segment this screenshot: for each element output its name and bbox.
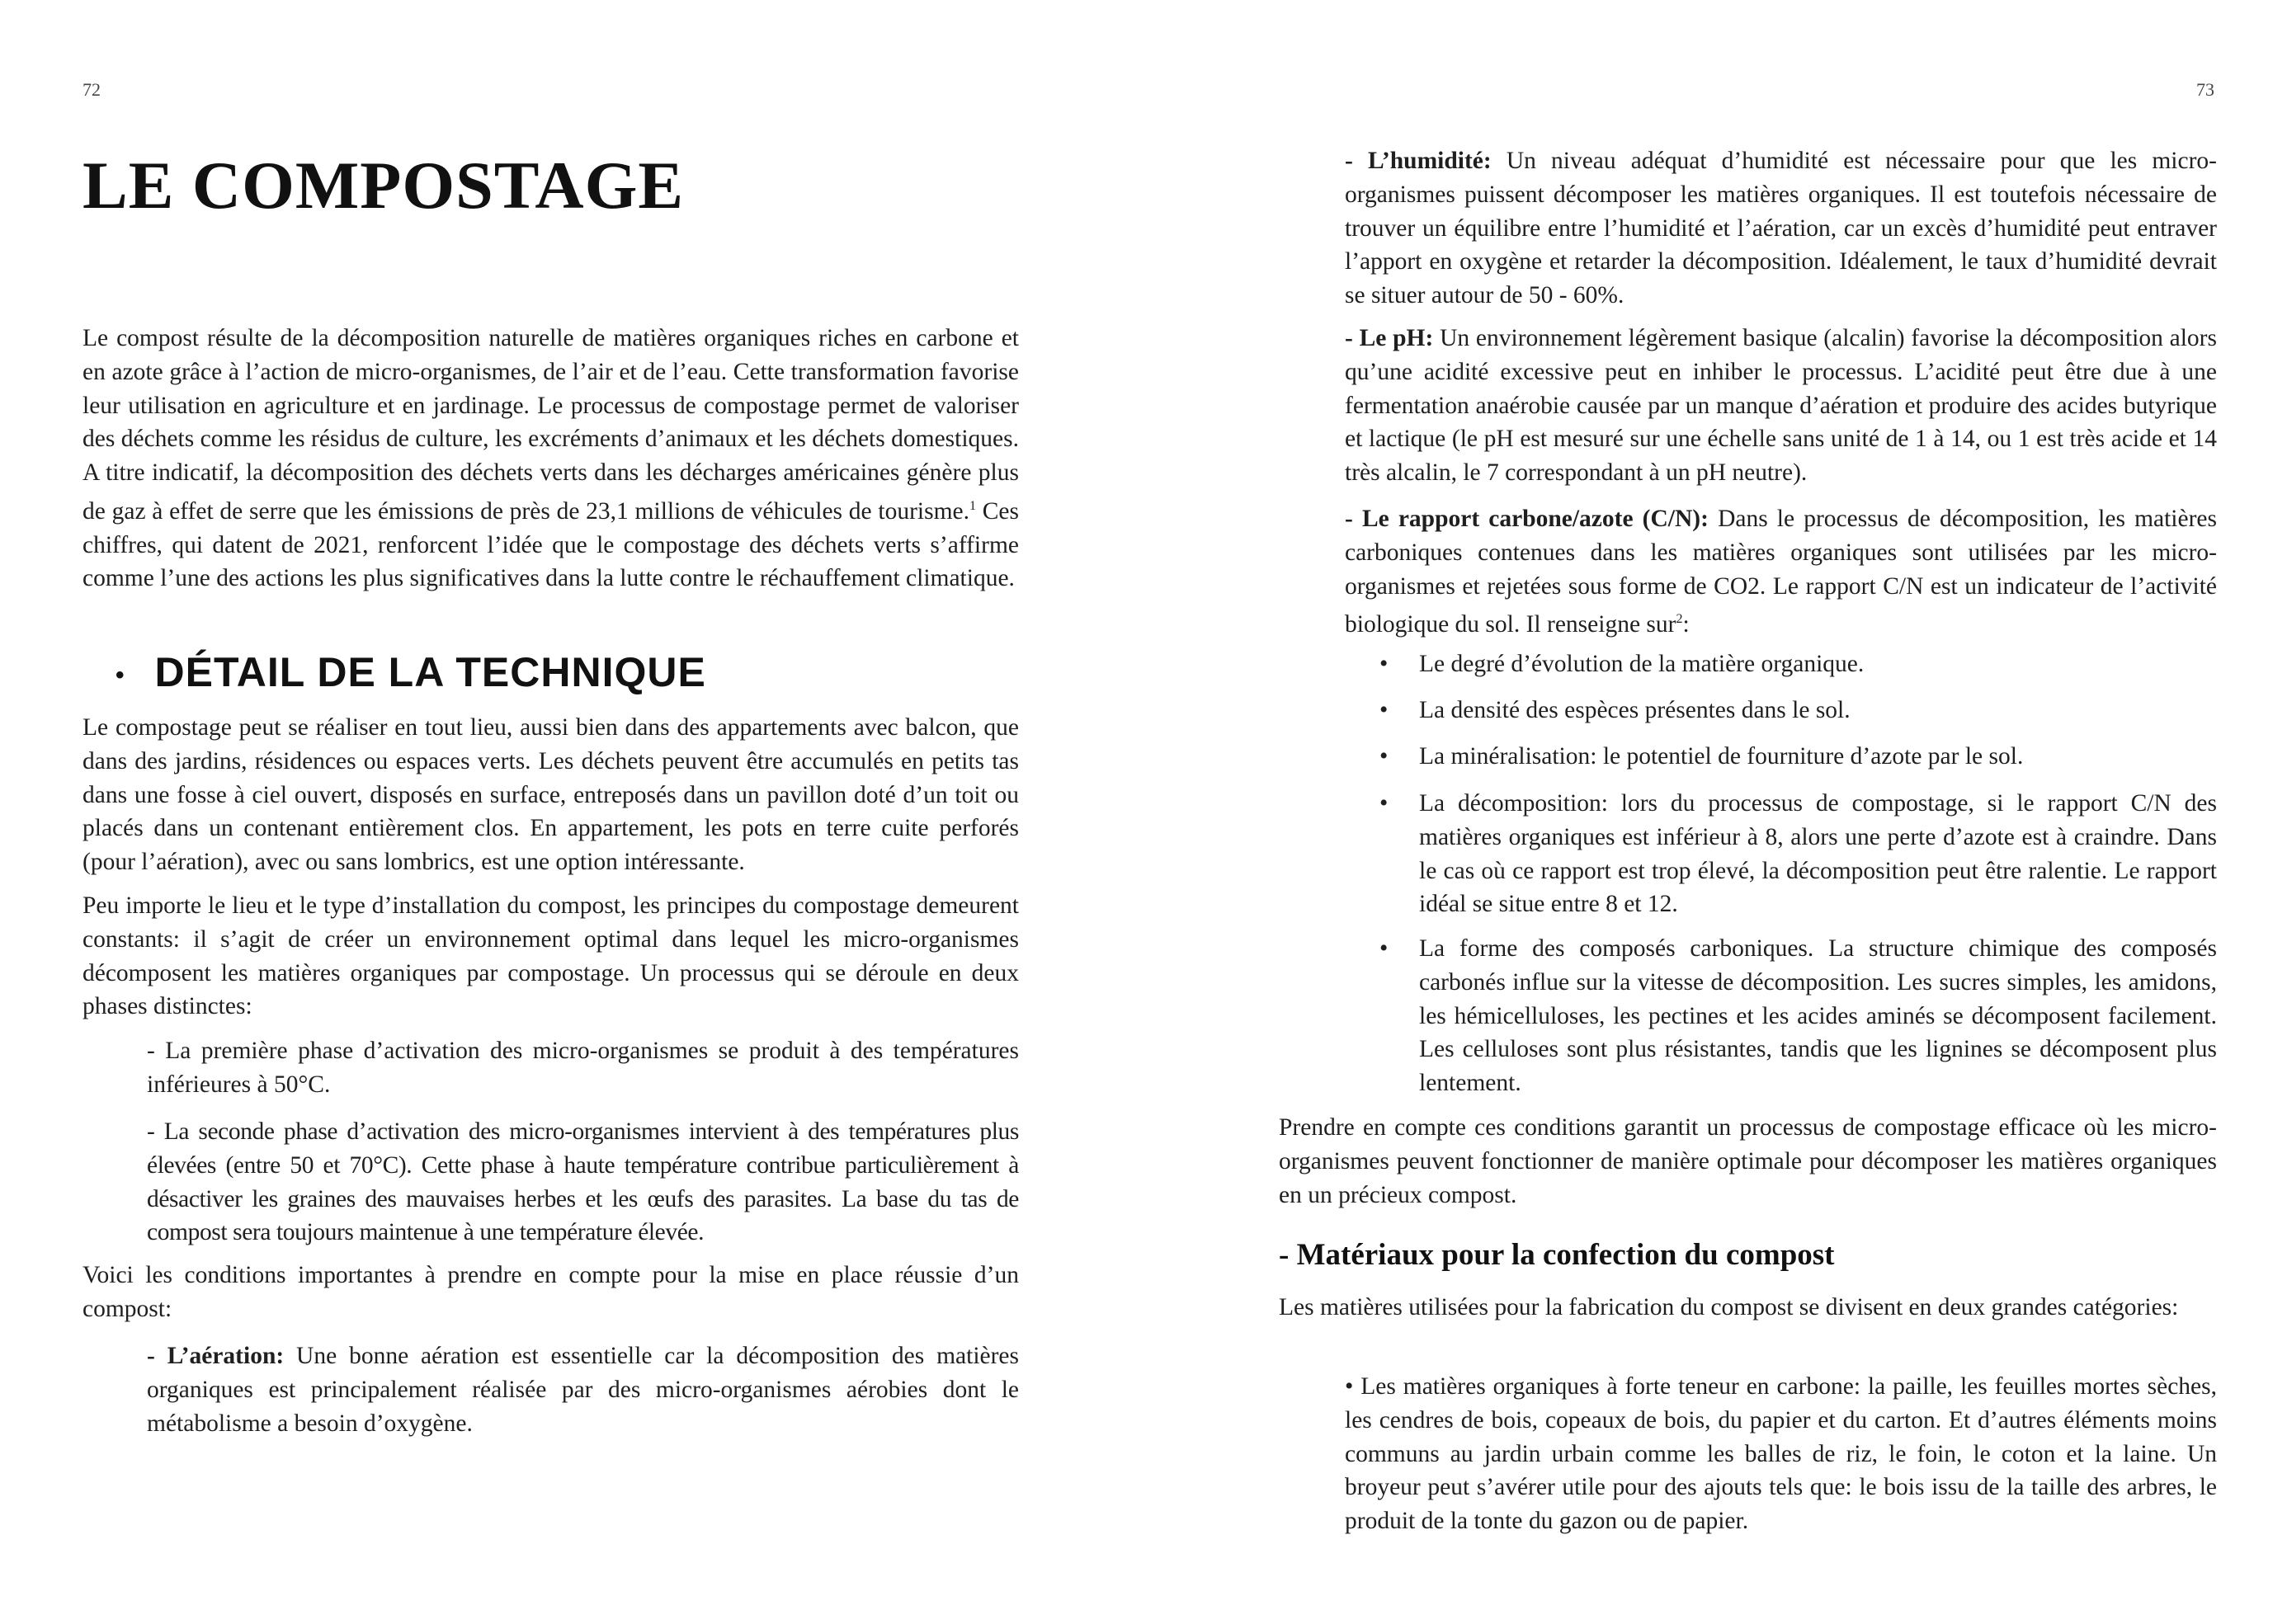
list-item <box>1379 787 2217 921</box>
bullet: • <box>1379 743 1389 770</box>
phase-1: - La première phase d’activation des micro-organismes se produit à des températures inférieures à 50°C. <box>147 1038 1019 1098</box>
bullet: • <box>1379 935 1389 962</box>
aeration-label: - L’aération: <box>147 1343 285 1369</box>
conclusion-paragraph: Prendre en compte ces conditions garantit un processus de compostage efficace où les micro-organismes peuvent fonctionner de manière optimale pour décomposer les matières organiques en un précieux compost. <box>1279 1114 2217 1208</box>
materials-intro: Les matières utilisées pour la fabrication du compost se divisent en deux grandes catégories: <box>1279 1294 2179 1320</box>
bullet: • <box>1379 790 1389 817</box>
footnote-ref: 2 <box>1676 612 1683 627</box>
aeration-item <box>147 1339 1019 1440</box>
humidite-text: Un niveau adéquat d’humidité est nécessaire pour que les micro-organismes puissent décomposer les matières organiques. Il est toutefois nécessaire de trouver un équilibre entre l’humidité et l’aération, car un excès d’humidité peut entraver l’apport en oxygène et retarder la décomposition. Idéalement, le taux d’humidité devrait se situer autour de 50 - 60%. <box>1345 148 2217 309</box>
bullet: • <box>1379 697 1389 723</box>
conditions-paragraph: Voici les conditions importantes à prendre en compte pour la mise en place réussie d’un compost: <box>83 1262 1019 1322</box>
cn-text-end: : <box>1682 611 1690 638</box>
page-title: LE COMPOSTAGE <box>83 148 685 223</box>
bullet: • <box>1379 651 1389 677</box>
ph-item <box>1345 322 2217 490</box>
footnote-ref: 1 <box>969 498 976 513</box>
ph-label: - Le pH: <box>1345 325 1434 351</box>
section-bullet: • <box>116 661 125 689</box>
list-item-text: La décomposition: lors du processus de compostage, si le rapport C/N des matières organiques est inférieur à 8, alors une perte d’azote est à craindre. Dans le cas où ce rapport est trop élevé, la décomposition peut être ralentie. Le rapport idéal se situe entre 8 et 12. <box>1419 790 2217 918</box>
section-heading-text: DÉTAIL DE LA TECHNIQUE <box>154 649 706 695</box>
intro-paragraph <box>83 322 1019 595</box>
list-item-text: La minéralisation: le potentiel de fourniture d’azote par le sol. <box>1419 743 2024 770</box>
materials-carbon-item: • Les matières organiques à forte teneur en carbone: la paille, les feuilles mortes sèches, les cendres de bois, copeaux de bois, du papier et du carton. Et d’autres éléments moins communs au jardin urbain comme les balles de riz, le foin, le coton et la laine. Un broyeur peut s’avérer utile pour des ajouts tels que: le bois issu de la taille des arbres, le produit de la tonte du gazon ou de papier. <box>1345 1373 2217 1535</box>
phase-2: - La seconde phase d’activation des micro-organismes intervient à des températures plus élevées (entre 50 et 70°C). Cette phase à haute température contribue particulièrement à désactiver les graines des mauvaises herbes et les œufs des parasites. La base du tas de compost sera toujours maintenue à une température élevée. <box>147 1118 1019 1246</box>
aeration-text: Une bonne aération est essentielle car la décomposition des matières organiques est principalement réalisée par des micro-organismes aérobies dont le métabolisme a besoin d’oxygène. <box>147 1343 1020 1437</box>
list-item-text: La densité des espèces présentes dans le sol. <box>1419 697 1851 723</box>
intro-text-end: Ces chiffres, qui datent de 2021, renforcent l’idée que le compostage des déchets verts s’affirme comme l’une des actions les plus significatives dans la lutte contre le réchauffement climatique. <box>83 497 1020 592</box>
cn-text: Dans le processus de décomposition, les matières carboniques contenues dans les matières organiques sont utilisées par les micro-organismes et rejetées sous forme de CO2. Le rapport C/N est un indicateur de l’activité biologique du sol. Il renseigne sur <box>1345 506 2217 638</box>
section-heading <box>116 648 706 696</box>
list-item <box>1379 694 2217 727</box>
list-item <box>1379 647 2217 681</box>
cn-item <box>1345 502 2217 642</box>
materials-heading: - Matériaux pour la confection du compost <box>1279 1238 1835 1272</box>
ph-text: Un environnement légèrement basique (alcalin) favorise la décomposition alors qu’une acidité excessive peut en inhiber le processus. L’acidité peut être due à une fermentation anaérobie causée par un manque d’aération et produire des acides butyrique et lactique (le pH est mesuré sur une échelle sans unité de 1 à 14, ou 1 est très acide et 14 très alcalin, le 7 correspondant à un pH neutre). <box>1345 325 2217 487</box>
list-item-text: La forme des composés carboniques. La structure chimique des composés carbonés influe sur la vitesse de décomposition. Les sucres simples, les amidons, les hémicelluloses, les pectines et les acides aminés se décomposent facilement. Les celluloses sont plus résistantes, tandis que les lignines se décomposent plus lentement. <box>1419 935 2217 1097</box>
page-number-left: 72 <box>83 79 101 100</box>
cn-label: - Le rapport carbone/azote (C/N): <box>1345 506 1709 532</box>
humidite-item <box>1345 144 2217 313</box>
location-paragraph: Le compostage peut se réaliser en tout lieu, aussi bien dans des appartements avec balcon, que dans des jardins, résidences ou espaces verts. Les déchets peuvent être accumulés en petits tas dans une fosse à ciel ouvert, disposés en surface, entreposés dans un pavillon doté d’un toit ou placés dans un contenant entièrement clos. En appartement, les pots en terre cuite perforés (pour l’aération), avec ou sans lombrics, est une option intéressante. <box>83 714 1019 876</box>
principles-paragraph: Peu importe le lieu et le type d’installation du compost, les principes du compostage demeurent constants: il s’agit de créer un environnement optimal dans lequel les micro-organismes décomposent les matières organiques par compostage. Un processus qui se déroule en deux phases distinctes: <box>83 892 1019 1020</box>
intro-text: Le compost résulte de la décomposition naturelle de matières organiques riches en carbone et en azote grâce à l’action de micro-organismes, de l’air et de l’eau. Cette transformation favorise leur utilisation en agriculture et en jardinage. Le processus de compostage permet de valoriser des déchets comme les résidus de culture, les excréments d’animaux et les déchets domestiques. A titre indicatif, la décomposition des déchets verts dans les décharges américaines génère plus de gaz à effet de serre que les émissions de près de 23,1 millions de véhicules de tourisme. <box>83 325 1019 525</box>
list-item <box>1379 932 2217 1100</box>
list-item-text: Le degré d’évolution de la matière organique. <box>1419 651 1865 677</box>
humidite-label: - L’humidité: <box>1345 148 1492 174</box>
list-item <box>1379 740 2217 774</box>
page-number-right: 73 <box>2196 79 2214 100</box>
